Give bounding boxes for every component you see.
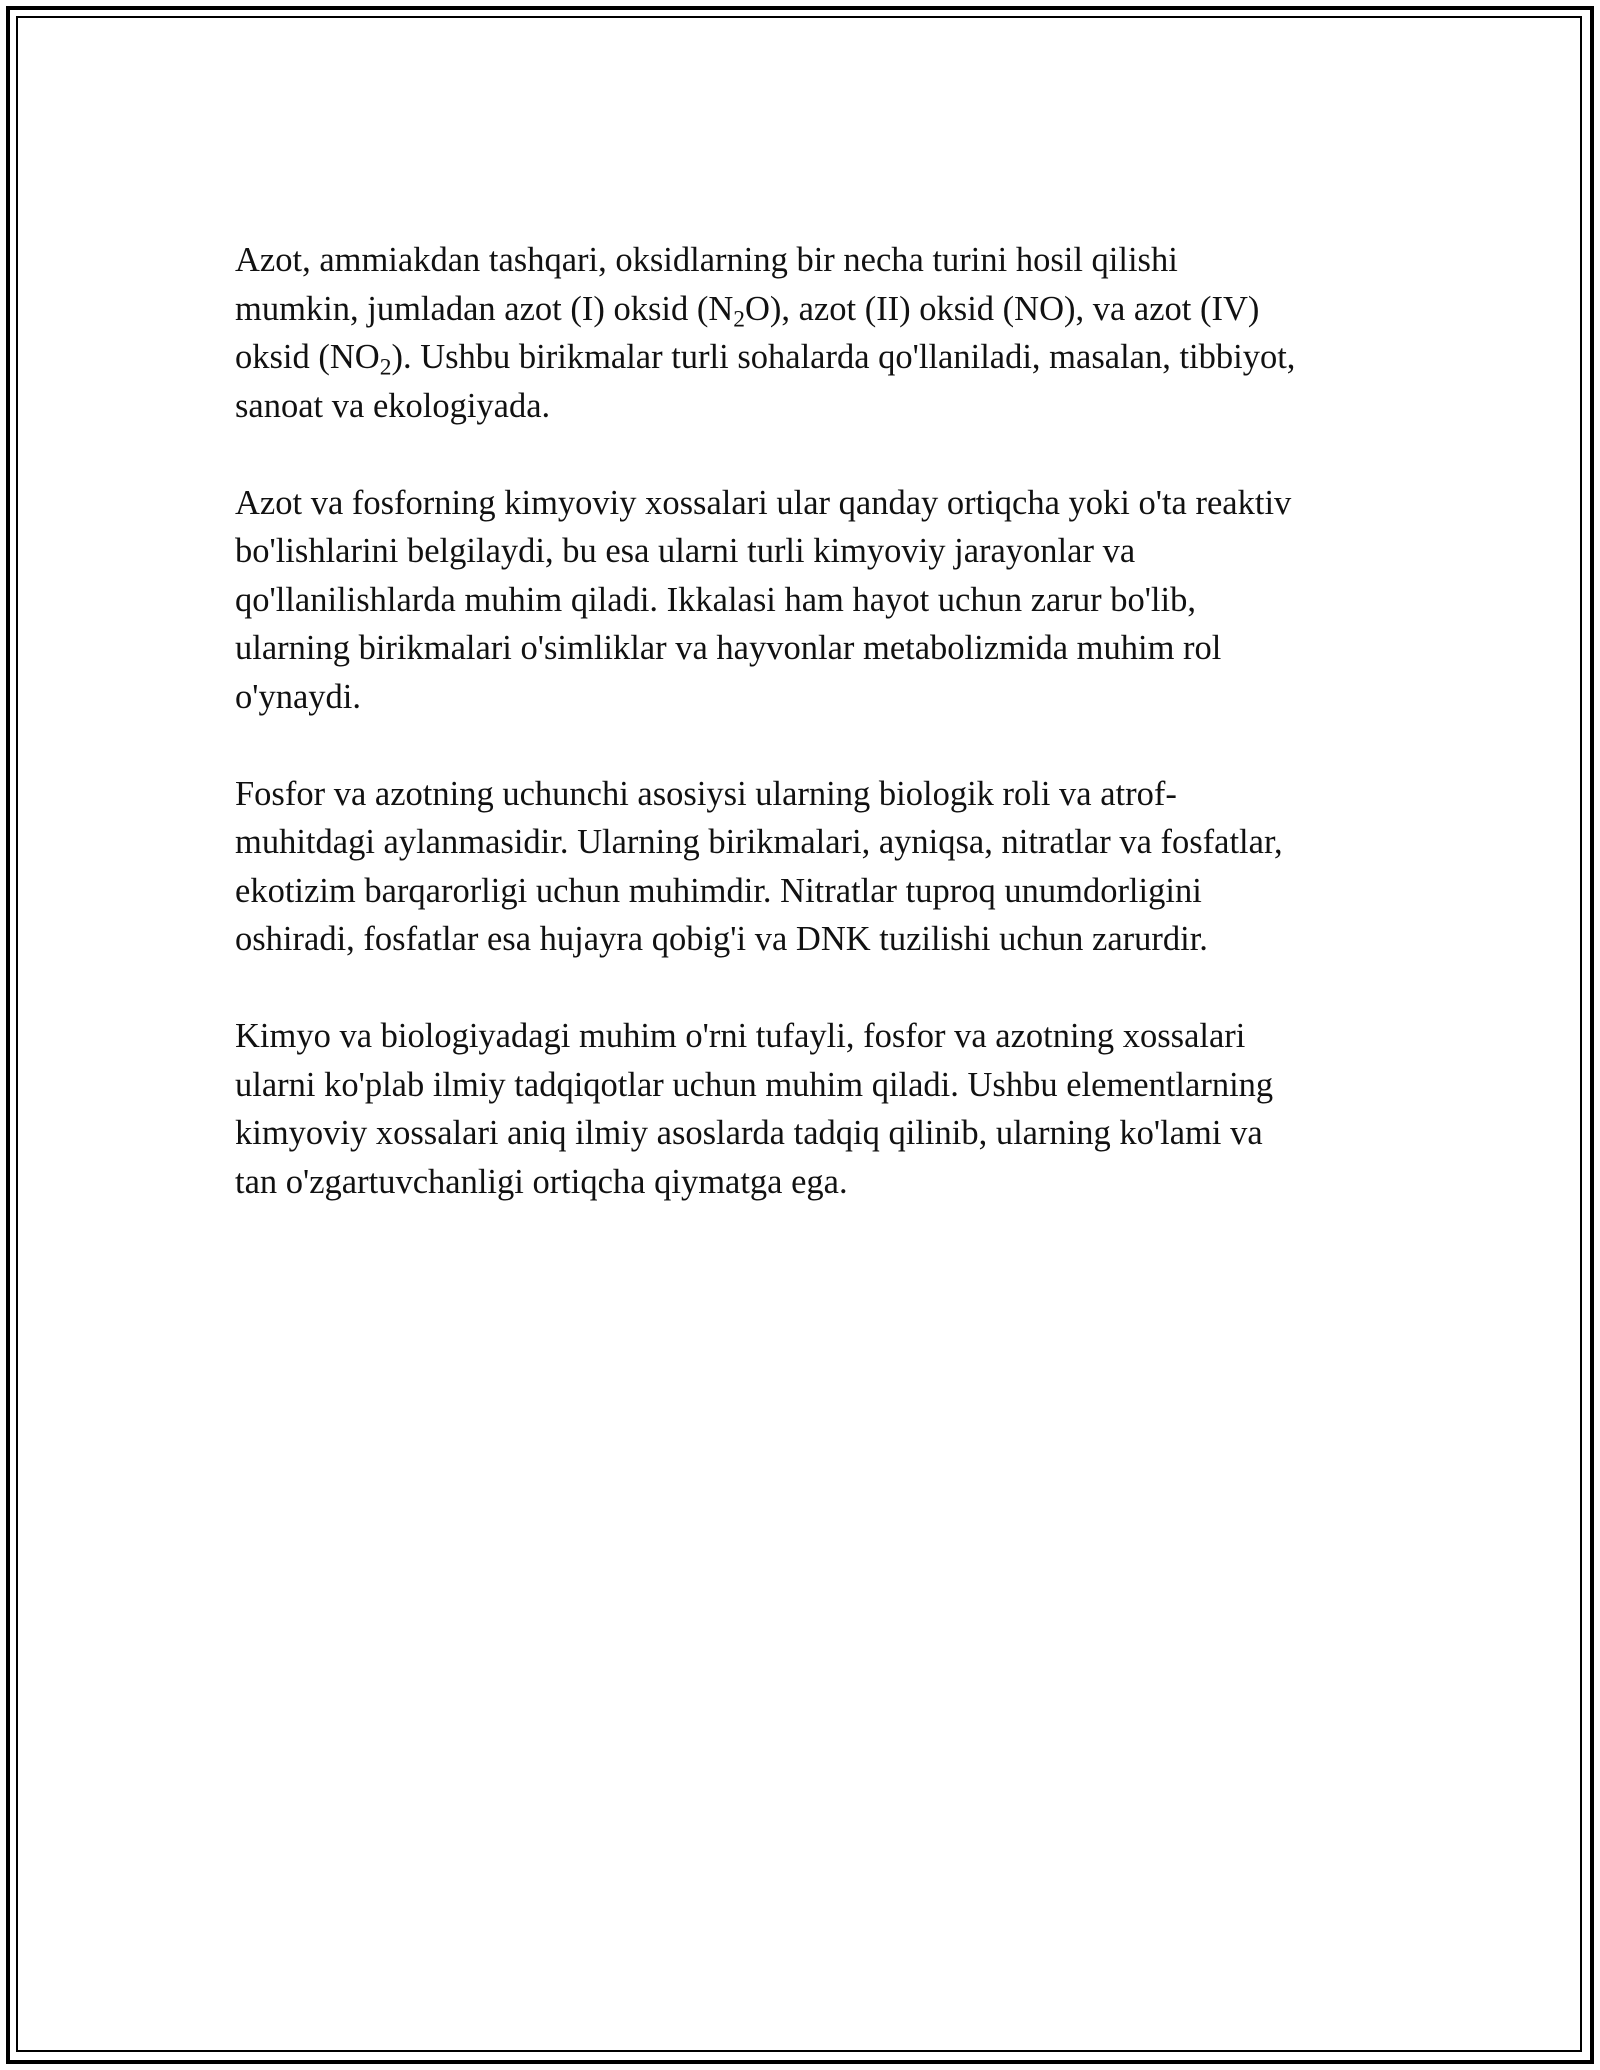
- text-run: ularni ko'plab ilmiy tadqiqotlar uchun muhim qiladi. Ushbu elementlarning: [235, 1065, 1274, 1104]
- text-line: [235, 867, 1365, 916]
- text-line: [235, 1012, 1365, 1061]
- text-line: [235, 1061, 1365, 1110]
- text-run: kimyoviy xossalari aniq ilmiy asoslarda tadqiq qilinib, ularning ko'lami va: [235, 1114, 1263, 1152]
- text-line: [235, 576, 1365, 625]
- text-run: O), azot (II) oksid (NO), va azot (IV): [744, 289, 1260, 328]
- document-body: [235, 236, 1365, 1255]
- text-line: [235, 818, 1365, 867]
- text-line: [235, 236, 1365, 285]
- text-run: oksid (NO: [235, 338, 380, 376]
- text-run: bo'lishlarini belgilaydi, bu esa ularni turli kimyoviy jarayonlar va: [235, 532, 1136, 570]
- text-run: Azot, ammiakdan tashqari, oksidlarning bir necha turini hosil qilishi: [235, 241, 1178, 279]
- paragraph-2: [235, 479, 1365, 722]
- paragraph-3: [235, 770, 1365, 964]
- text-line: [235, 624, 1365, 673]
- subscript: 2: [733, 306, 745, 333]
- text-run: Kimyo va biologiyadagi muhim o'rni tufayli, fosfor va azotning xossalari: [235, 1017, 1246, 1055]
- text-line: [235, 527, 1365, 576]
- text-run: qo'llanilishlarda muhim qiladi. Ikkalasi ham hayot uchun zarur bo'lib,: [235, 580, 1196, 619]
- paragraph-4: [235, 1012, 1365, 1206]
- text-line: [235, 915, 1365, 964]
- text-run: muhitdagi aylanmasidir. Ularning birikmalari, ayniqsa, nitratlar va fosfatlar,: [235, 823, 1283, 861]
- text-line: [235, 382, 1365, 431]
- text-run: o'ynaydi.: [235, 677, 361, 716]
- text-run: ularning birikmalari o'simliklar va hayvonlar metabolizmida muhim rol: [235, 629, 1222, 667]
- text-line: [235, 479, 1365, 528]
- text-run: sanoat va ekologiyada.: [235, 386, 551, 425]
- text-line: [235, 770, 1365, 819]
- text-run: ). Ushbu birikmalar turli sohalarda qo'llaniladi, masalan, tibbiyot,: [391, 338, 1296, 376]
- text-line: [235, 1158, 1365, 1207]
- text-run: mumkin, jumladan azot (I) oksid (N: [235, 289, 734, 328]
- text-run: Azot va fosforning kimyoviy xossalari ular qanday ortiqcha yoki o'ta reaktiv: [235, 483, 1292, 522]
- text-run: oshiradi, fosfatlar esa hujayra qobig'i va DNK tuzilishi uchun zarurdir.: [235, 920, 1208, 958]
- text-line: [235, 1109, 1365, 1158]
- text-run: tan o'zgartuvchanligi ortiqcha qiymatga ega.: [235, 1162, 848, 1201]
- subscript: 2: [379, 354, 392, 381]
- paragraph-1: [235, 236, 1365, 430]
- text-run: Fosfor va azotning uchunchi asosiysi ularning biologik roli va atrof-: [235, 774, 1177, 813]
- text-line: [235, 673, 1365, 722]
- text-line: [235, 333, 1365, 382]
- text-run: ekotizim barqarorligi uchun muhimdir. Nitratlar tuproq unumdorligini: [235, 871, 1202, 910]
- text-line: [235, 285, 1365, 334]
